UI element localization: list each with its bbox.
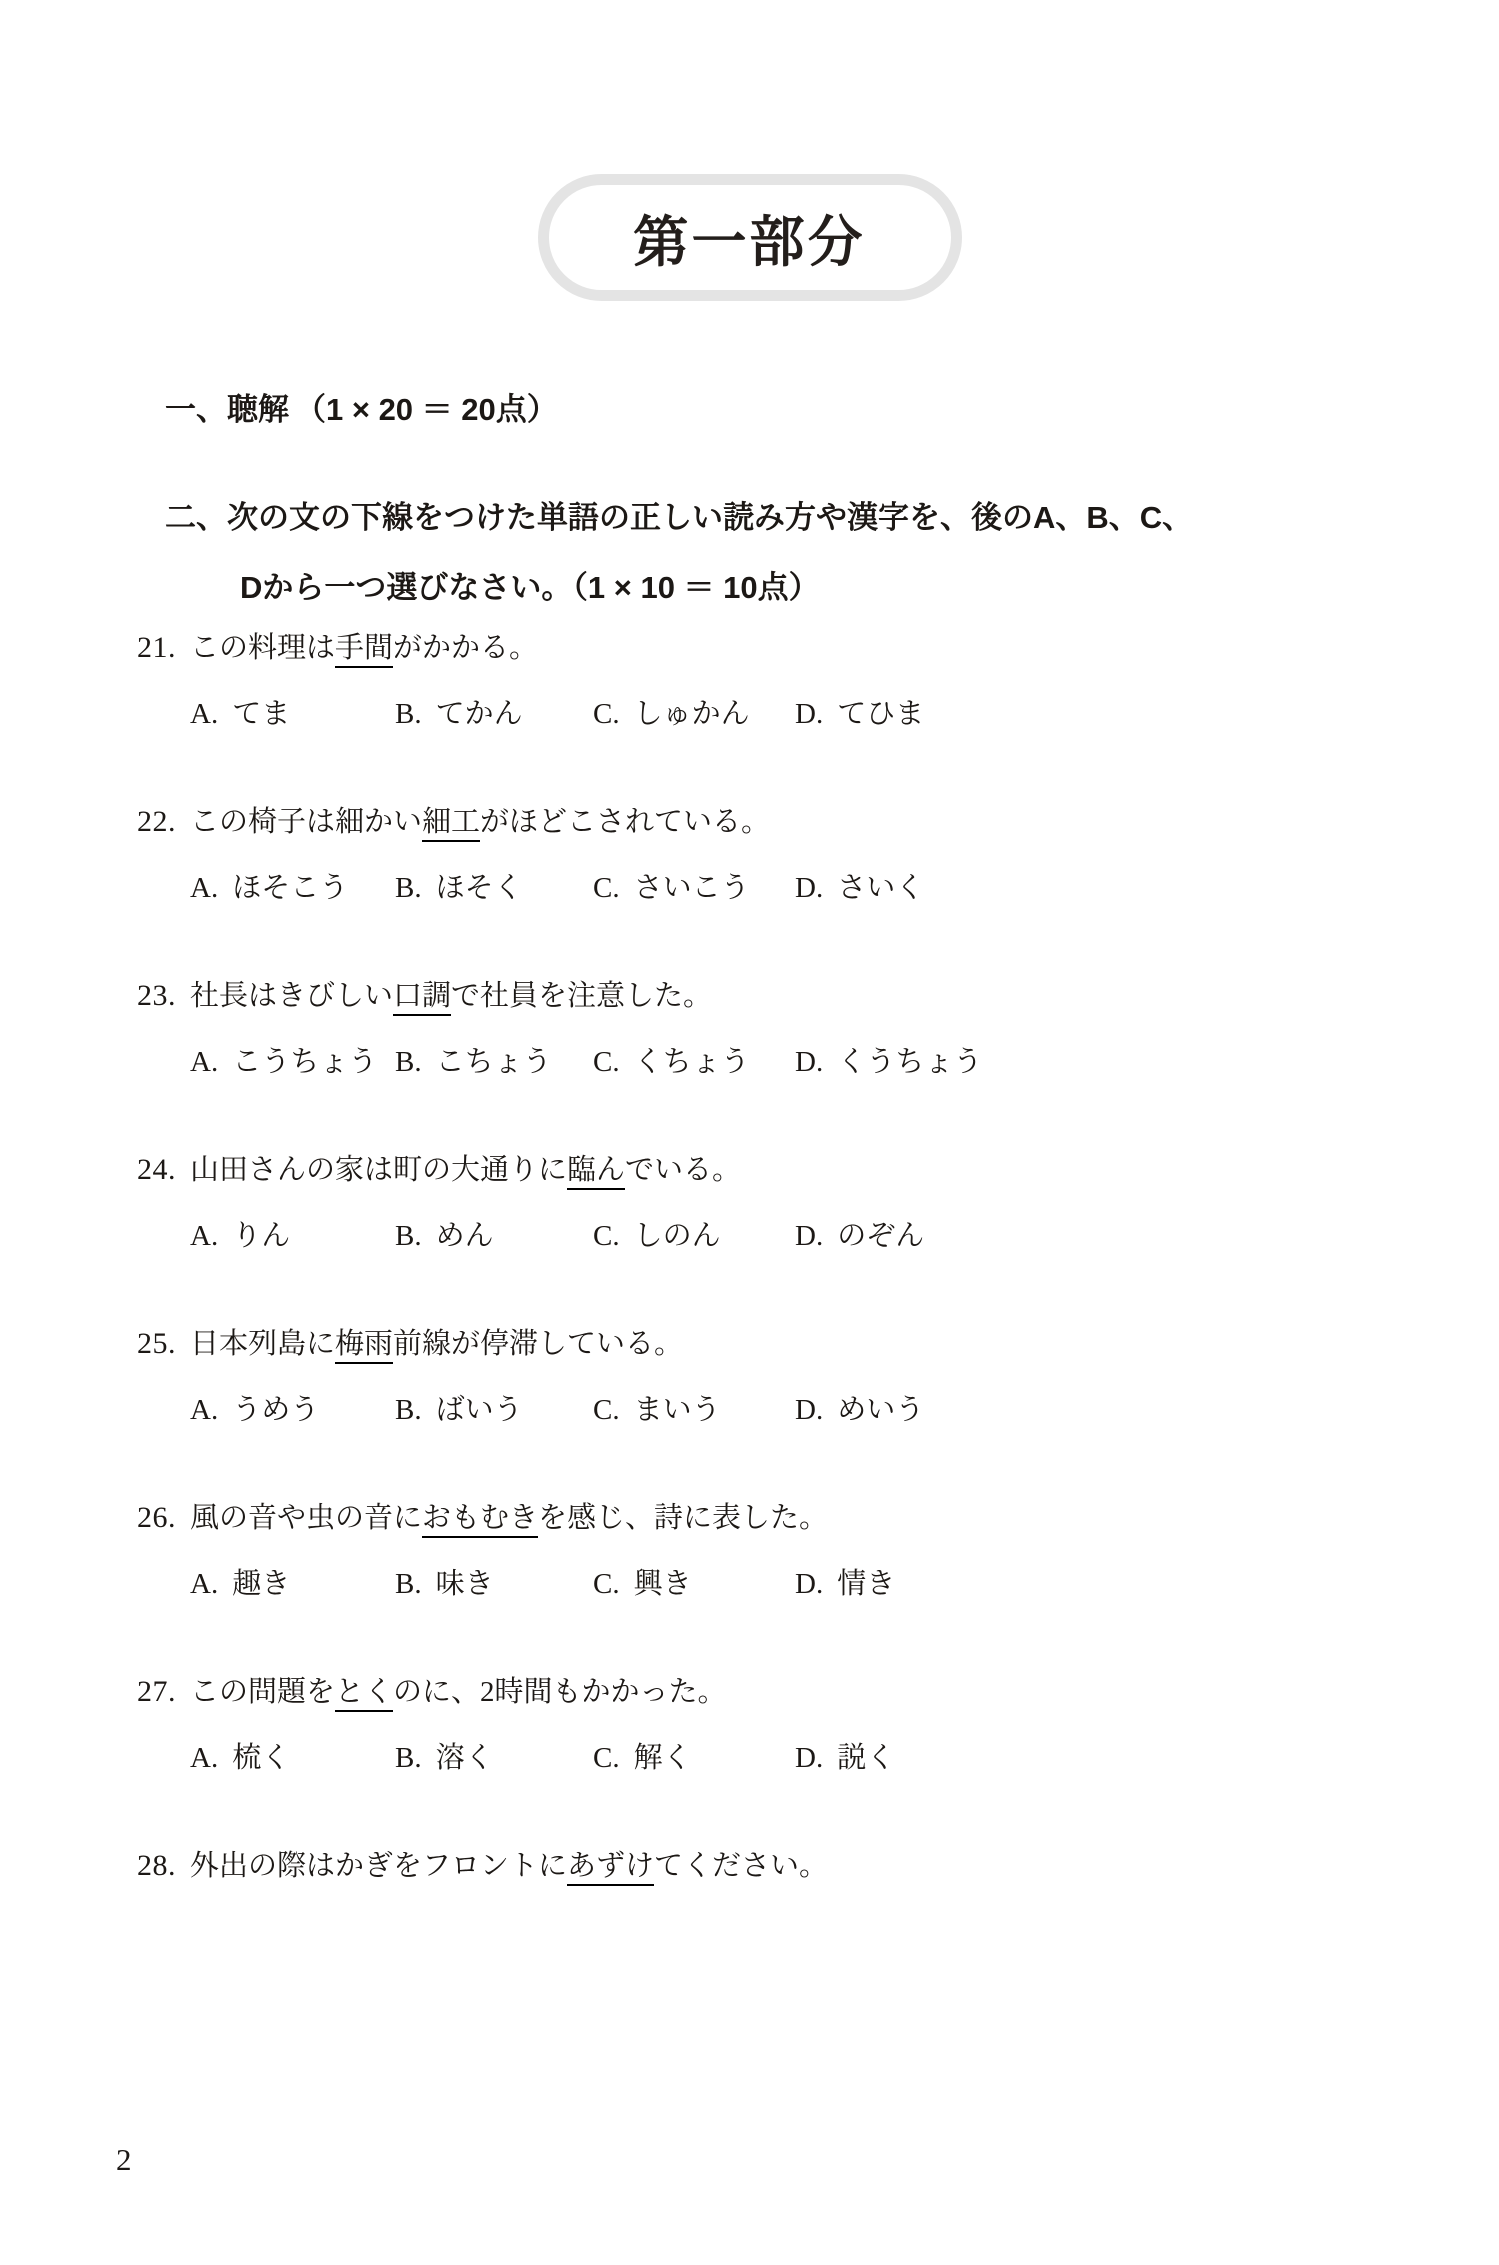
underlined-word: あずけ — [567, 1850, 654, 1886]
options-row — [137, 1389, 1419, 1431]
option-a: A. うめう — [190, 1394, 320, 1426]
option-a: A. ほそこう — [190, 872, 349, 904]
question-sentence — [190, 627, 1419, 669]
question-number: 26. — [137, 1501, 176, 1534]
sentence-post: でいる。 — [625, 1154, 742, 1186]
sentence-post: で社員を注意した。 — [451, 980, 713, 1012]
section-reading-instruction-line2: Dから一つ選びなさい。（1 × 10 ＝ 10点） — [240, 570, 820, 605]
sentence-post: を感じ、詩に表した。 — [538, 1502, 829, 1534]
option-b: B. めん — [395, 1220, 494, 1252]
question-sentence — [190, 1323, 1419, 1365]
question-26 — [137, 1497, 1419, 1605]
question-number: 28. — [137, 1849, 176, 1882]
question-22 — [137, 801, 1419, 909]
question-number: 25. — [137, 1327, 176, 1360]
sentence-pre: 社長はきびしい — [190, 980, 394, 1012]
question-sentence — [190, 801, 1419, 843]
section-listening-heading — [165, 389, 1419, 431]
option-d: D. くうちょう — [795, 1046, 983, 1078]
sentence-pre: 外出の際はかぎをフロントに — [190, 1850, 568, 1882]
option-c: C. くちょう — [593, 1046, 750, 1078]
sentence-post: 前線が停滞している。 — [393, 1328, 684, 1360]
underlined-word: おもむき — [422, 1502, 538, 1538]
part-title: 第一部分 — [633, 211, 866, 273]
question-number: 21. — [137, 631, 176, 664]
question-24 — [137, 1149, 1419, 1257]
option-d: D. てひま — [795, 698, 925, 730]
option-b: B. こちょう — [395, 1046, 552, 1078]
underlined-word: とく — [335, 1676, 393, 1712]
options-row — [137, 1563, 1419, 1605]
options-row — [137, 1215, 1419, 1257]
option-d: D. 説く — [795, 1742, 896, 1774]
section-listening-label: 一、聴解 — [165, 392, 289, 427]
option-c: C. しゅかん — [593, 698, 750, 730]
sentence-pre: 山田さんの家は町の大通りに — [190, 1154, 568, 1186]
page-number: 2 — [116, 2142, 132, 2177]
option-c: C. さいこう — [593, 872, 750, 904]
question-number: 27. — [137, 1675, 176, 1708]
underlined-word: 口調 — [393, 980, 451, 1016]
underlined-word: 梅雨 — [335, 1328, 393, 1364]
option-c: C. 興き — [593, 1568, 692, 1600]
exam-content — [0, 389, 1499, 1887]
underlined-word: 手間 — [335, 632, 393, 668]
option-a: A. てま — [190, 698, 291, 730]
sentence-pre: この料理は — [190, 632, 336, 664]
question-sentence — [190, 1671, 1419, 1713]
sentence-pre: この椅子は細かい — [190, 806, 423, 838]
question-number: 22. — [137, 805, 176, 838]
option-b: B. ばいう — [395, 1394, 523, 1426]
question-21 — [137, 627, 1419, 735]
option-c: C. まいう — [593, 1394, 721, 1426]
question-23 — [137, 975, 1419, 1083]
option-c: C. 解く — [593, 1742, 692, 1774]
options-row — [137, 1737, 1419, 1779]
section-reading-instruction-line1: 二、次の文の下線をつけた単語の正しい読み方や漢字を、後のA、B、C、 — [165, 500, 1194, 535]
exam-page — [0, 174, 1499, 2265]
option-a: A. 梳く — [190, 1742, 291, 1774]
question-sentence — [190, 975, 1419, 1017]
question-sentence — [190, 1845, 1419, 1887]
option-b: B. ほそく — [395, 872, 523, 904]
question-sentence — [190, 1149, 1419, 1191]
option-d: D. のぞん — [795, 1220, 925, 1252]
option-b: B. 味き — [395, 1568, 494, 1600]
part-title-box — [538, 174, 962, 301]
sentence-pre: 風の音や虫の音に — [190, 1502, 423, 1534]
option-b: B. 溶く — [395, 1742, 494, 1774]
sentence-post: がほどこされている。 — [480, 806, 771, 838]
section-listening-score: （1 × 20 ＝ 20点） — [295, 392, 558, 427]
option-d: D. 情き — [795, 1568, 896, 1600]
question-number: 24. — [137, 1153, 176, 1186]
options-row — [137, 1041, 1419, 1083]
option-d: D. めいう — [795, 1394, 925, 1426]
underlined-word: 臨ん — [567, 1154, 625, 1190]
sentence-pre: この問題を — [190, 1676, 336, 1708]
options-row — [137, 693, 1419, 735]
option-c: C. しのん — [593, 1220, 721, 1252]
option-a: A. 趣き — [190, 1568, 291, 1600]
option-a: A. こうちょう — [190, 1046, 378, 1078]
option-d: D. さいく — [795, 872, 925, 904]
sentence-post: のに、2時間もかかった。 — [393, 1676, 727, 1708]
question-number: 23. — [137, 979, 176, 1012]
sentence-post: がかかる。 — [393, 632, 539, 664]
option-b: B. てかん — [395, 698, 523, 730]
question-25 — [137, 1323, 1419, 1431]
sentence-pre: 日本列島に — [190, 1328, 336, 1360]
option-a: A. りん — [190, 1220, 291, 1252]
question-sentence — [190, 1497, 1419, 1539]
underlined-word: 細工 — [422, 806, 480, 842]
options-row — [137, 867, 1419, 909]
question-27 — [137, 1671, 1419, 1779]
question-28 — [137, 1845, 1419, 1887]
question-list — [137, 627, 1419, 1887]
sentence-post: てください。 — [654, 1850, 829, 1882]
